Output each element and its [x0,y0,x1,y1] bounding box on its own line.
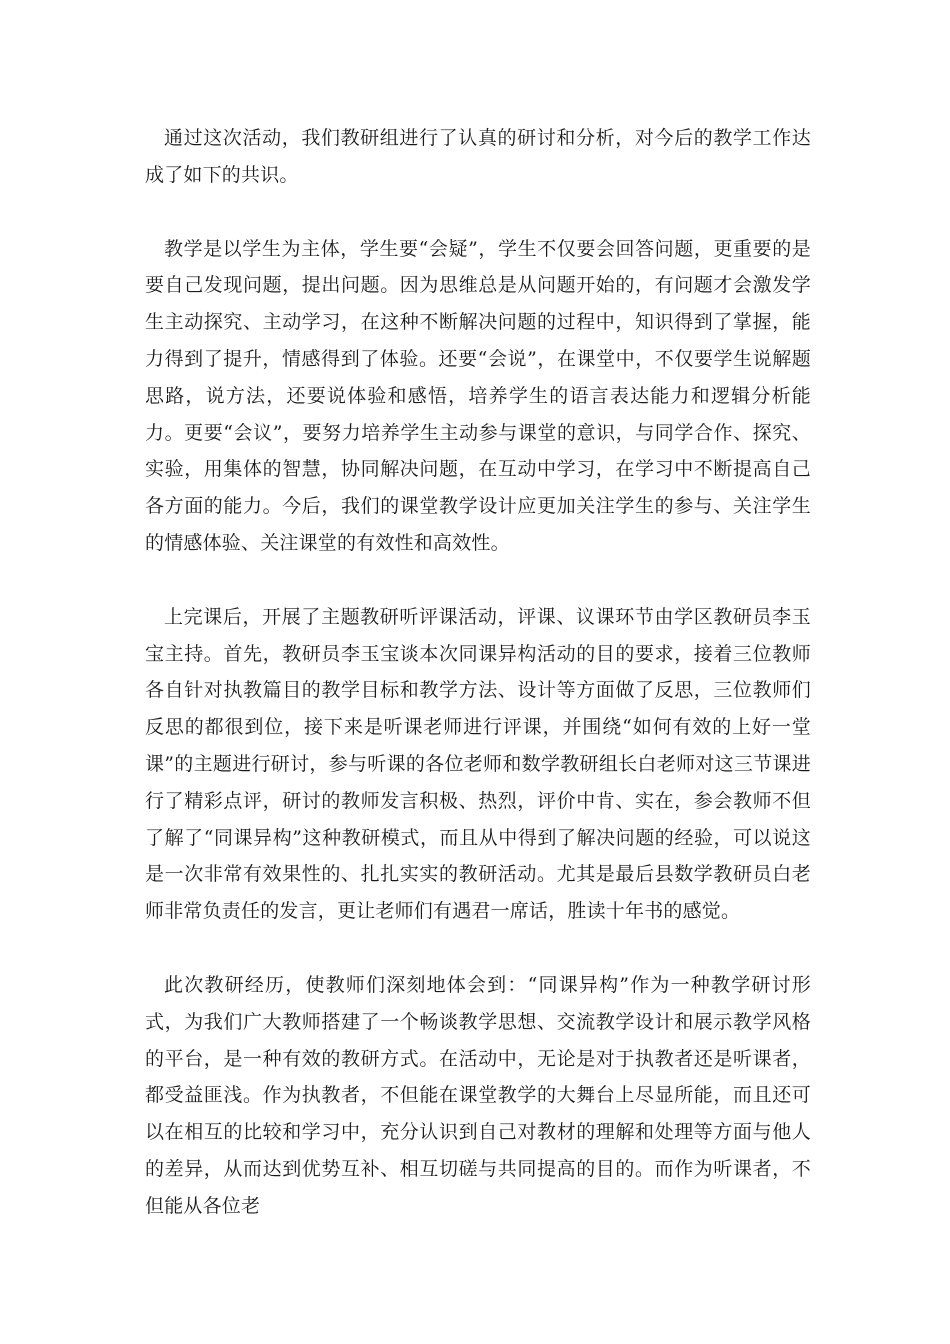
paragraph-teaching-principles: 教学是以学生为主体，学生要“会疑”，学生不仅要会回答问题，更重要的是要自己发现问题，提出问题。因为思维总是从问题开始的，有问题才会激发学生主动探究、主动学习，在这种不断解决问题的过程中，知识得到了掌握，能力得到了提升，情感得到了体验。还要“会说”，在课堂中，不仅要学生说解题思路，说方法，还要说体验和感悟，培养学生的语言表达能力和逻辑分析能力。更要“会议”，要努力培养学生主动参与课堂的意识，与同学合作、探究、实验，用集体的智慧，协同解决问题，在互动中学习，在学习中不断提高自己各方面的能力。今后，我们的课堂教学设计应更加关注学生的参与、关注学生的情感体验、关注课堂的有效性和高效性。 [145,237,811,554]
paragraph-lesson-evaluation: 上完课后，开展了主题教研听评课活动，评课、议课环节由学区教研员李玉宝主持。首先，教研员李玉宝谈本次同课异构活动的目的要求，接着三位教师各自针对执教篇目的教学目标和教学方法、设计等方面做了反思，三位教师们反思的都很到位，接下来是听课老师进行评课，并围绕“如何有效的上好一堂课”的主题进行研讨，参与听课的各位老师和数学教研组长白老师对这三节课进行了精彩点评，研讨的教师发言积极、热烈，评价中肯、实在，参会教师不但了解了“同课异构”这种教研模式，而且从中得到了解决问题的经验，可以说这是一次非常有效果性的、扎扎实实的教研活动。尤其是最后县数学教研员白老师非常负责任的发言，更让老师们有遇君一席话，胜读十年书的感觉。 [145,605,811,923]
paragraph-research-experience: 此次教研经历，使教师们深刻地体会到：“同课异构”作为一种教学研讨形式，为我们广大教师搭建了一个畅谈教学思想、交流教学设计和展示教学风格的平台，是一种有效的教研方式。在活动中，无论是对于执教者还是听课者，都受益匪浅。作为执教者，不但能在课堂教学的大舞台上尽显所能，而且还可以在相互的比较和学习中，充分认识到自己对教材的理解和处理等方面与他人的差异，从而达到优势互补、相互切磋与共同提高的目的。而作为听课者，不但能从各位老 [145,973,811,1217]
paragraph-consensus: 通过这次活动，我们教研组进行了认真的研讨和分析，对今后的教学工作达成了如下的共识。 [145,127,811,186]
document-body [145,120,811,1262]
